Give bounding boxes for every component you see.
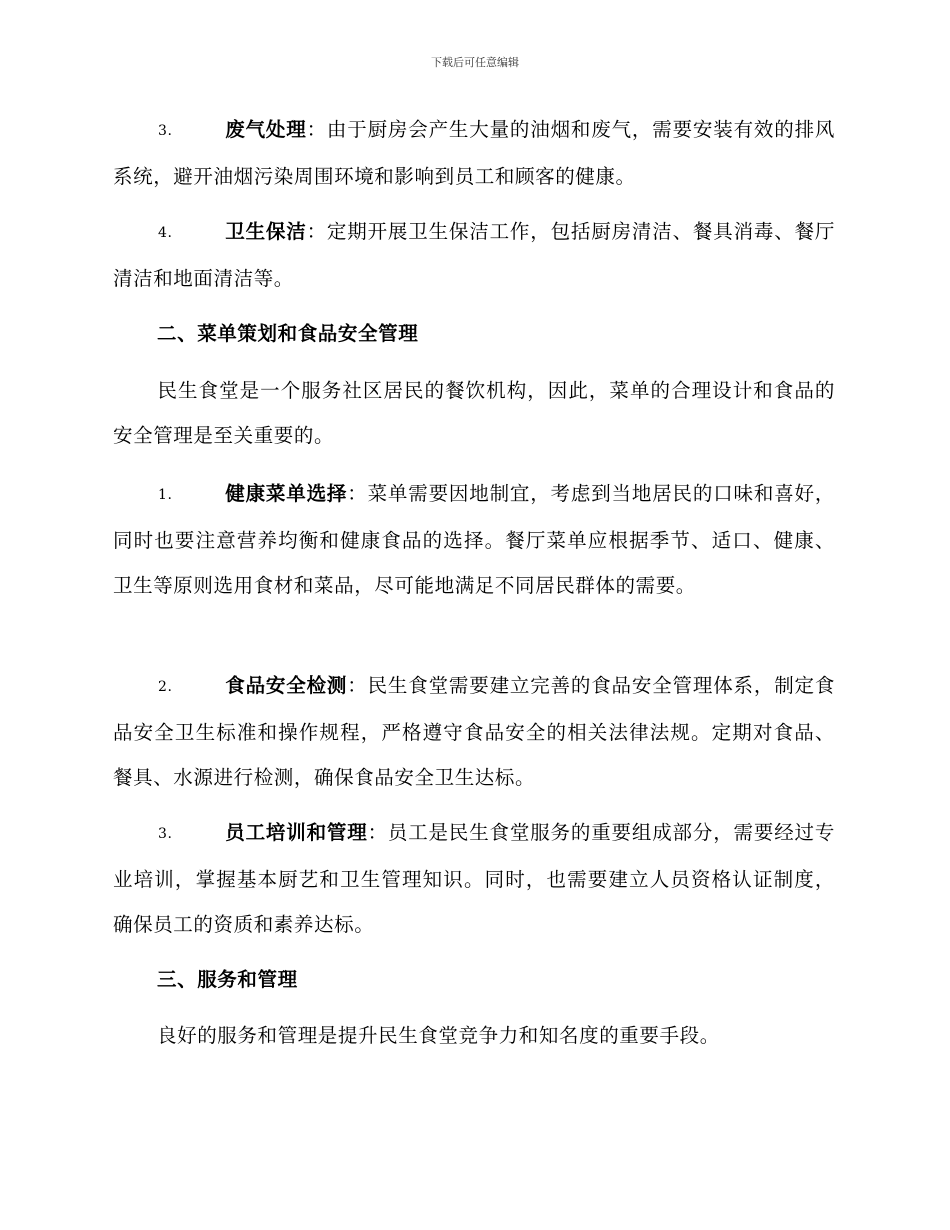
list-item-staff-training	[113, 810, 835, 947]
list-text: ：民生食堂需要建立完善的食品安全管理体系，制定食品安全卫生标准和操作规程，严格遵守食品安全的相关法律法规。定期对食品、餐具、水源进行检测，确保食品安全卫生达标。	[113, 674, 835, 789]
list-text: ：员工是民生食堂服务的重要组成部分，需要经过专业培训，掌握基本厨艺和卫生管理知识。同时，也需要建立人员资格认证制度，确保员工的资质和素养达标。	[113, 821, 835, 936]
list-item-hygiene-cleaning	[113, 209, 835, 301]
list-number: 1.	[158, 487, 173, 503]
paragraph-text: 良好的服务和管理是提升民生食堂竞争力和知名度的重要手段。	[157, 1024, 720, 1047]
list-term: 废气处理	[225, 118, 307, 141]
list-item-healthy-menu	[113, 471, 835, 608]
list-text: ：由于厨房会产生大量的油烟和废气，需要安装有效的排风系统，避开油烟污染周围环境和影响到员工和顾客的健康。	[113, 118, 835, 188]
list-term: 卫生保洁	[225, 220, 307, 243]
list-number: 3.	[158, 123, 173, 139]
list-text: ：菜单需要因地制宜，考虑到当地居民的口味和喜好，同时也要注意营养均衡和健康食品的选择。餐厅菜单应根据季节、适口、健康、卫生等原则选用食材和菜品，尽可能地满足不同居民群体的需要。	[113, 482, 835, 597]
section-heading-service-management: 三、服务和管理	[157, 968, 298, 991]
list-item-food-safety-testing	[113, 663, 835, 800]
page-header: 下载后可任意编辑	[431, 56, 519, 69]
list-term: 员工培训和管理	[225, 821, 368, 844]
list-number: 3.	[158, 826, 173, 842]
paragraph-menu-intro	[113, 368, 835, 458]
list-number: 4.	[158, 225, 173, 241]
paragraph-text: 民生食堂是一个服务社区居民的餐饮机构，因此，菜单的合理设计和食品的安全管理是至关重要的。	[113, 379, 835, 447]
list-item-exhaust-treatment	[113, 107, 835, 199]
list-term: 食品安全检测	[225, 674, 348, 697]
section-heading-menu-food-safety: 二、菜单策划和食品安全管理	[157, 322, 419, 345]
list-number: 2.	[158, 679, 173, 695]
list-text: ：定期开展卫生保洁工作，包括厨房清洁、餐具消毒、餐厅清洁和地面清洁等。	[113, 220, 835, 290]
paragraph-service-intro	[113, 1013, 835, 1058]
list-term: 健康菜单选择	[225, 482, 348, 505]
